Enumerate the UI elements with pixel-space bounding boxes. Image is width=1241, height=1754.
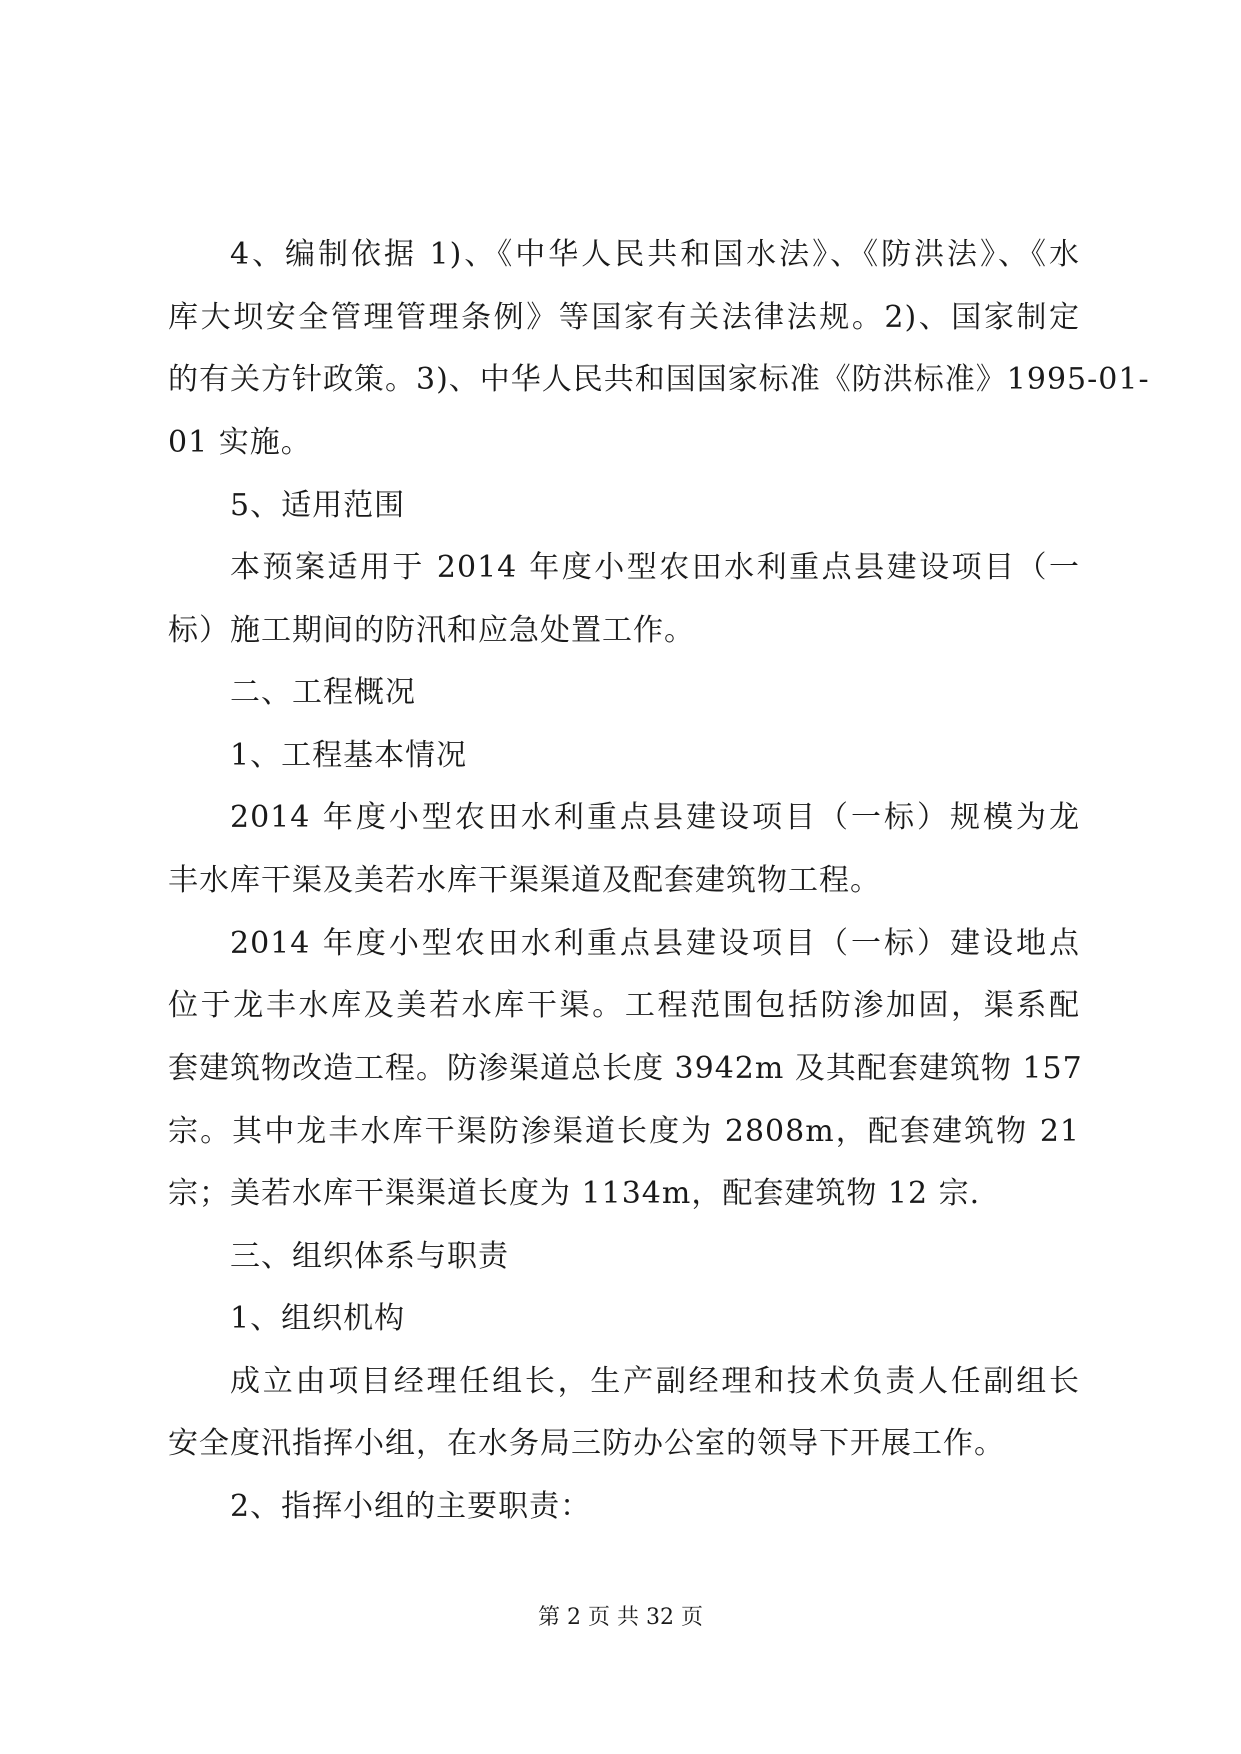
section-heading: 1、组织机构 [230, 1301, 406, 1336]
paragraph-line: 的有关方针政策。3)、中华人民共和国国家标准《防洪标准》1995-01- [168, 362, 1150, 397]
paragraph-line: 库大坝安全管理管理条例》等国家有关法律法规。2)、国家制定 [168, 300, 1080, 335]
paragraph-line: 宗；美若水库干渠渠道长度为 1134m，配套建筑物 12 宗. [168, 1176, 981, 1211]
section-heading: 1、工程基本情况 [230, 738, 468, 773]
paragraph-line: 安全度汛指挥小组，在水务局三防办公室的领导下开展工作。 [168, 1426, 1005, 1461]
paragraph-line: 01 实施。 [168, 425, 312, 460]
paragraph-line: 位于龙丰水库及美若水库干渠。工程范围包括防渗加固，渠系配 [168, 988, 1080, 1023]
paragraph-line: 2014 年度小型农田水利重点县建设项目（一标）规模为龙 [230, 800, 1080, 835]
paragraph-line: 2014 年度小型农田水利重点县建设项目（一标）建设地点 [230, 926, 1080, 961]
paragraph-line: 丰水库干渠及美若水库干渠渠道及配套建筑物工程。 [168, 863, 881, 898]
section-heading: 二、工程概况 [230, 675, 416, 710]
document-page [168, 0, 1150, 1754]
section-heading: 5、适用范围 [230, 488, 406, 523]
paragraph-line: 标）施工期间的防汛和应急处置工作。 [168, 613, 695, 648]
paragraph-line: 本预案适用于 2014 年度小型农田水利重点县建设项目（一 [230, 550, 1080, 585]
paragraph-line: 4、编制依据 1)、《中华人民共和国水法》、《防洪法》、《水 [230, 237, 1080, 272]
section-heading: 2、指挥小组的主要职责： [230, 1489, 592, 1524]
page-footer: 第 2 页 共 32 页 [538, 1605, 703, 1630]
paragraph-line: 成立由项目经理任组长，生产副经理和技术负责人任副组长 [230, 1364, 1080, 1399]
paragraph-line: 宗。其中龙丰水库干渠防渗渠道长度为 2808m，配套建筑物 21 [168, 1114, 1080, 1149]
paragraph-line: 套建筑物改造工程。防渗渠道总长度 3942m 及其配套建筑物 157 [168, 1051, 1083, 1086]
section-heading: 三、组织体系与职责 [230, 1239, 509, 1274]
